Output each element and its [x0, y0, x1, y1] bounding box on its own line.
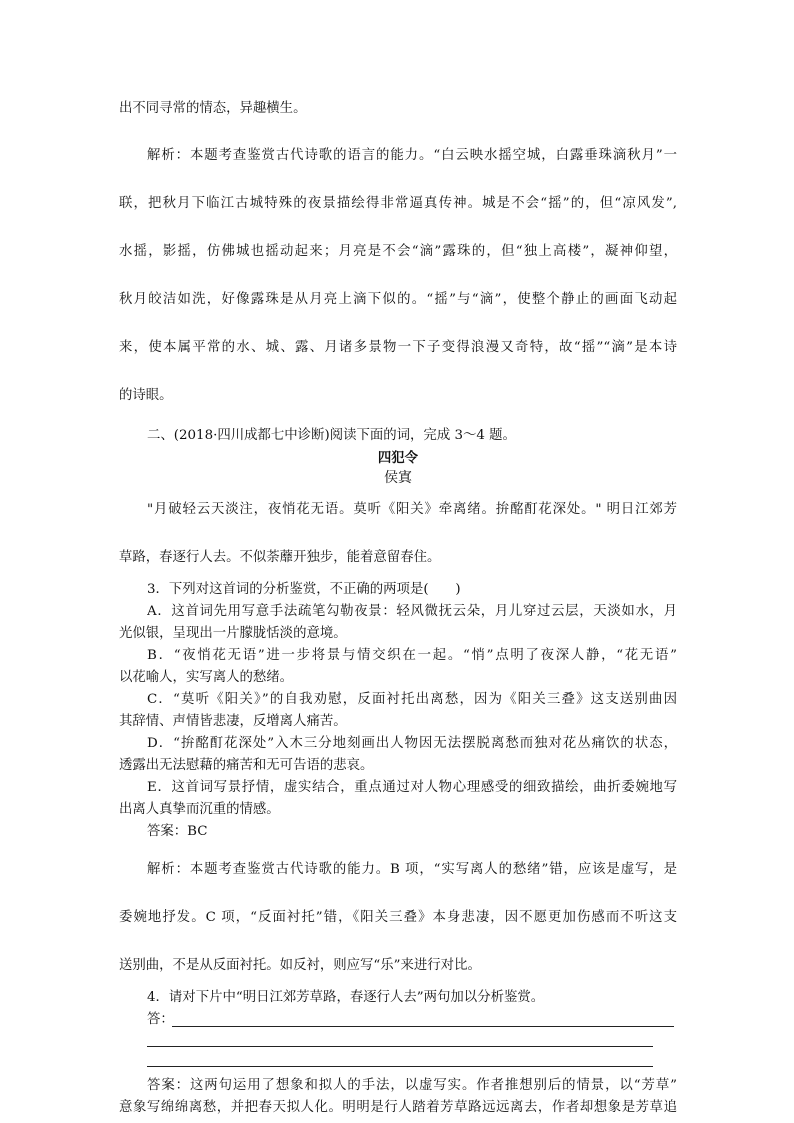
poem-line: 草路，春逐行人去。不似荼蘼开独步，能着意留春住。 [119, 550, 441, 565]
poem-title: 四犯令 [377, 450, 419, 466]
option-a: A．这首词先用写意手法疏笔勾勒夜景：轻风微抚云朵，月儿穿过云层，天淡如水，月 [147, 604, 677, 619]
answer-label: 答： [147, 1012, 174, 1027]
question-3-stem: 3．下列对这首词的分析鉴赏，不正确的两项是( ) [147, 582, 461, 597]
intro-tail: 出不同寻常的情态，异趣横生。 [119, 101, 307, 116]
analysis-line: 来，使本属平常的水、城、露、月诸多景物一下子变得浪漫又奇特，故“摇”“滴”是本诗 [119, 340, 677, 355]
analysis-line: 水摇，影摇，仿佛城也摇动起来；月亮是不会“滴”露珠的，但“独上高楼”，凝神仰望， [119, 244, 677, 259]
q4-answer-line: 答案：这两句运用了想象和拟人的手法，以虚写实。作者推想别后的情景，以“芳草” [147, 1078, 677, 1093]
option-c: C．“莫听《阳关》”的自我劝慰，反面衬托出离愁，因为《阳关三叠》这支送别曲因 [147, 692, 677, 707]
analysis-line: 的诗眼。 [119, 388, 173, 403]
analysis-line: 联，把秋月下临江古城特殊的夜景描绘得非常逼真传神。城是不会“摇”的，但“凉风发”, [119, 196, 677, 211]
answer-blank-line[interactable] [147, 1066, 653, 1067]
poem-line: "月破轻云天淡注，夜悄花无语。莫听《阳关》牵离绪。拚酩酊花深处。" 明日江郊芳 [147, 502, 677, 517]
option-c-cont: 其辞情、声情皆悲凄，反增离人痛苦。 [119, 714, 347, 729]
question-4-stem: 4．请对下片中“明日江郊芳草路，春逐行人去”两句加以分析鉴赏。 [147, 990, 545, 1005]
answer-blank-line[interactable] [172, 1026, 674, 1027]
analysis-line: 秋月皎洁如洗，好像露珠是从月亮上滴下似的。“摇”与“滴”，使整个静止的画面飞动起 [119, 292, 677, 307]
q4-answer-line: 意象写绵绵离愁，并把春天拟人化。明明是行人踏着芳草路远远离去，作者却想象是芳草追 [119, 1100, 677, 1115]
option-e: E．这首词写景抒情，虚实结合，重点通过对人物心理感受的细致描绘，曲折委婉地写 [147, 780, 677, 795]
answer-blank-line[interactable] [147, 1046, 653, 1047]
option-b: B．“夜悄花无语”进一步将景与情交织在一起。“悄”点明了夜深人静，“花无语” [147, 648, 677, 663]
option-a-cont: 光似银，呈现出一片朦胧恬淡的意境。 [119, 626, 347, 641]
option-d-cont: 透露出无法慰藉的痛苦和无可告语的悲哀。 [119, 758, 374, 773]
option-e-cont: 出离人真挚而沉重的情感。 [119, 802, 280, 817]
option-d: D．“拚酩酊花深处”入木三分地刻画出人物因无法摆脱离愁而独对花丛痛饮的状态， [147, 736, 677, 751]
q3-analysis-line: 送别曲，不是从反面衬托。如反衬，则应写“乐”来进行对比。 [119, 958, 481, 973]
q3-answer: 答案：BC [147, 824, 208, 839]
poem-author: 侯寘 [384, 470, 412, 486]
q3-analysis-line: 委婉地抒发。C 项，“反面衬托”错，《阳关三叠》本身悲凄，因不愿更加伤感而不听这支 [119, 910, 677, 925]
analysis-line: 解析：本题考查鉴赏古代诗歌的语言的能力。“白云映水摇空城，白露垂珠滴秋月”一 [147, 148, 677, 163]
option-b-cont: 以花喻人，实写离人的愁绪。 [119, 670, 294, 685]
q3-analysis-line: 解析：本题考查鉴赏古代诗歌的能力。B 项，“实写离人的愁绪”错，应该是虚写，是 [147, 862, 677, 877]
section-heading: 二、(2018·四川成都七中诊断)阅读下面的词，完成 3～4 题。 [147, 428, 516, 443]
